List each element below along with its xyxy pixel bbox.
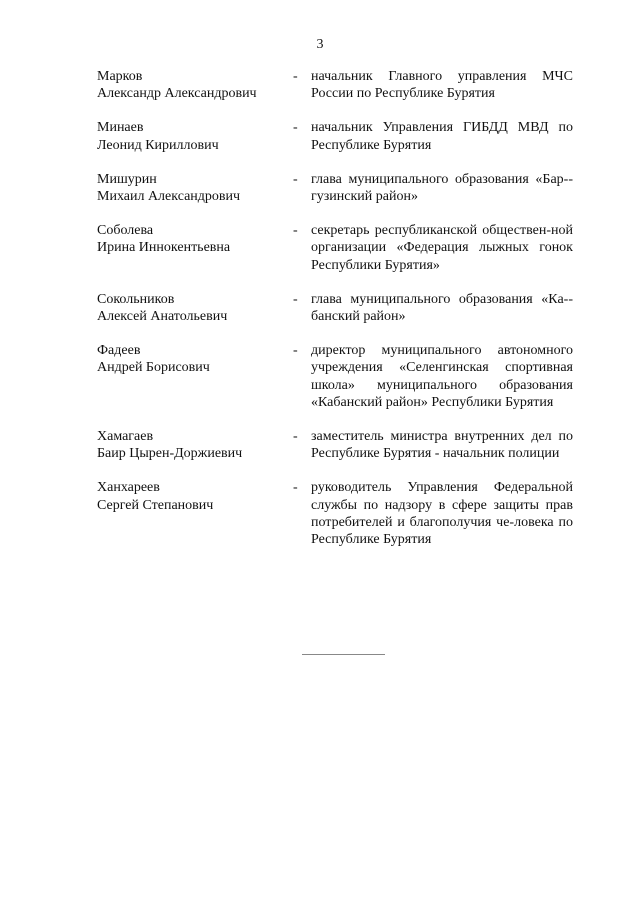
person-name xyxy=(97,222,293,274)
given-names: Леонид Кириллович xyxy=(97,137,219,153)
given-names: Андрей Борисович xyxy=(97,360,210,376)
page-number: 3 xyxy=(316,37,324,52)
separator-dash: - xyxy=(293,429,298,445)
list-item xyxy=(0,68,640,102)
position-text: начальник Управления ГИБДД МВД по Республике Бурятия xyxy=(311,120,573,153)
given-names: Александр Александрович xyxy=(97,86,257,102)
list-item xyxy=(0,479,640,548)
separator-dash: - xyxy=(293,120,298,136)
person-name xyxy=(97,428,293,462)
end-divider xyxy=(302,654,385,655)
surname: Марков xyxy=(97,69,143,84)
position-text: руководитель Управления Федеральной службы по надзору в сфере защиты прав потребителей и благополучия че-ловека по Республике Бурятия xyxy=(311,480,573,548)
given-names: Баир Цырен-Доржиевич xyxy=(97,446,243,462)
given-names: Ирина Иннокентьевна xyxy=(97,240,231,256)
list-item xyxy=(0,222,640,274)
list-item xyxy=(0,291,640,325)
separator-dash: - xyxy=(293,343,298,359)
person-name xyxy=(97,119,293,153)
surname: Мишурин xyxy=(97,171,157,187)
separator-dash: - xyxy=(293,69,298,84)
person-name xyxy=(97,342,293,411)
list-item xyxy=(0,342,640,411)
surname: Соболева xyxy=(97,223,154,239)
given-names: Алексей Анатольевич xyxy=(97,309,228,325)
surname: Минаев xyxy=(97,120,144,136)
surname: Ханхареев xyxy=(97,480,160,496)
person-name xyxy=(97,291,293,325)
surname: Хамагаев xyxy=(97,429,154,445)
surname: Фадеев xyxy=(97,343,141,359)
position-text: заместитель министра внутренних дел по Республике Бурятия - начальник полиции xyxy=(311,429,573,462)
position-text: глава муниципального образования «Бар-гузинский район» xyxy=(311,171,573,205)
list-item xyxy=(0,119,640,153)
position-text: директор муниципального автономного учреждения «Селенгинская спортивная школа» муниципального образования «Кабанский район» Республики Бурятия xyxy=(311,343,573,410)
list-item xyxy=(0,171,640,205)
list-item xyxy=(0,428,640,462)
given-names: Михаил Александрович xyxy=(97,189,241,205)
given-names: Сергей Степанович xyxy=(97,497,214,513)
person-name xyxy=(97,68,293,102)
person-name xyxy=(97,171,293,205)
position-text: начальник Главного управления МЧС России по Республике Бурятия xyxy=(311,69,573,102)
person-name xyxy=(97,479,293,548)
separator-dash: - xyxy=(293,171,298,187)
separator-dash: - xyxy=(293,480,298,496)
position-text: глава муниципального образования «Ка-банский район» xyxy=(311,291,573,325)
member-list xyxy=(0,68,640,565)
separator-dash: - xyxy=(293,223,298,239)
separator-dash: - xyxy=(293,291,298,307)
position-text: секретарь республиканской обществен-ной организации «Федерация лыжных гонок Республики Бурятия» xyxy=(311,223,573,273)
surname: Сокольников xyxy=(97,291,175,307)
